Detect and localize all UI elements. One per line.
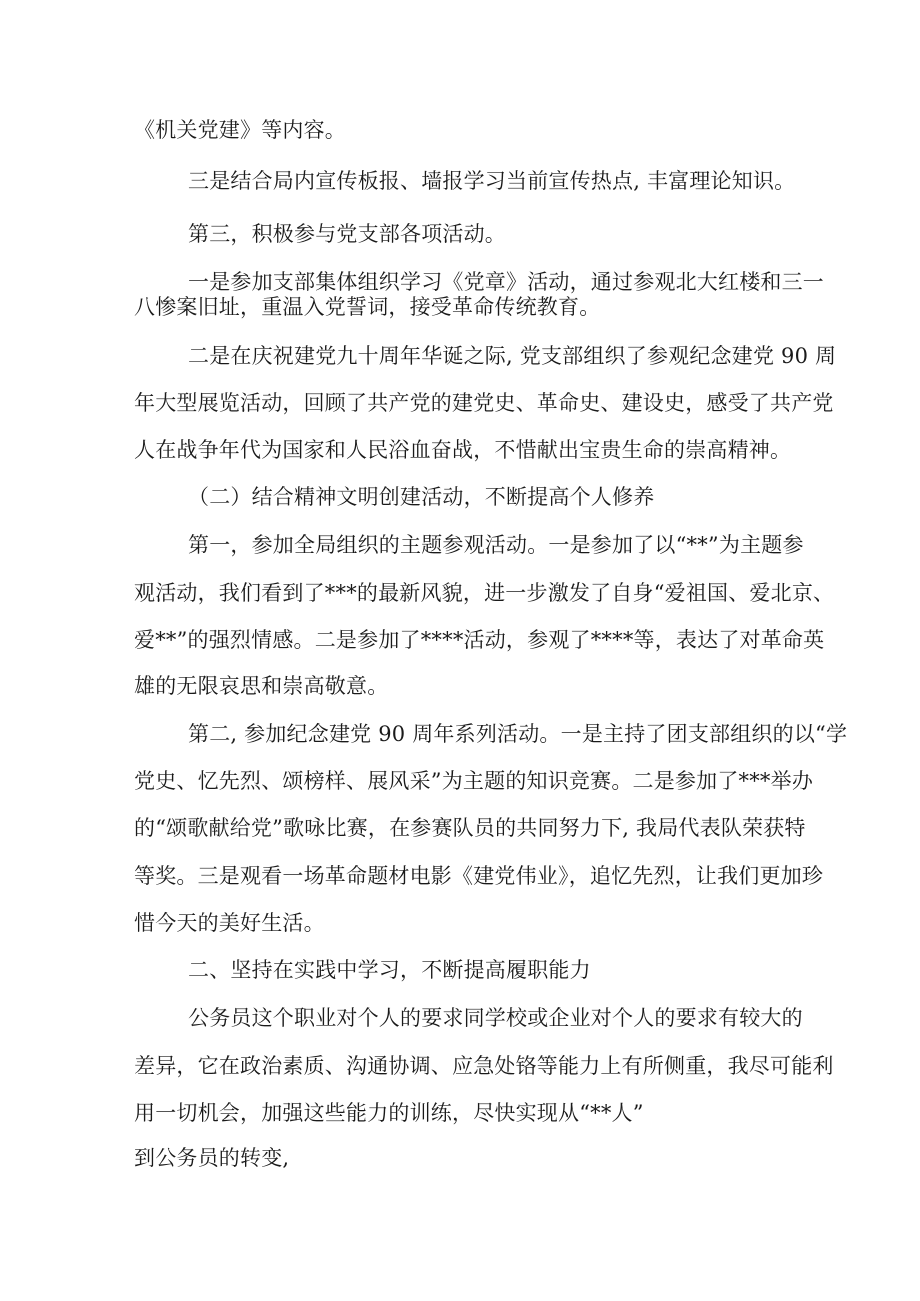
paragraph-line: 公务员这个职业对个人的要求同学校或企业对个人的要求有较大的 — [188, 1006, 803, 1030]
paragraph-line: 一是参加支部集体组织学习《党章》活动，通过参观北大红楼和三一 — [188, 270, 824, 294]
section-heading: 二、坚持在实践中学习，不断提高履职能力 — [188, 958, 591, 982]
paragraph-line: 二是在庆祝建党九十周年华诞之际, 党支部组织了参观纪念建党 90 周 — [188, 344, 837, 368]
paragraph-line: 的“颂歌献给党”歌咏比赛，在参赛队员的共同努力下, 我局代表队荣获特 — [134, 816, 806, 840]
section-heading: 第三，积极参与党支部各项活动。 — [188, 222, 506, 246]
paragraph-line: 年大型展览活动，回顾了共产党的建党史、革命史、建设史，感受了共产党 — [134, 391, 834, 415]
paragraph-line: 差异，它在政治素质、沟通协调、应急处铬等能力上有所侧重，我尽可能利 — [134, 1054, 834, 1078]
paragraph-line: 观活动，我们看到了***的最新风貌，进一步激发了自身“爱祖国、爱北京、 — [134, 581, 835, 605]
paragraph-line: 雄的无限哀思和崇高敬意。 — [134, 674, 389, 698]
paragraph-line: 等奖。三是观看一场革命题材电影《建党伟业》，追忆先烈，让我们更加珍 — [134, 864, 824, 888]
paragraph-line: 第二, 参加纪念建党 90 周年系列活动。一是主持了团支部组织的以“学 — [188, 722, 848, 746]
paragraph-line: 到公务员的转变, — [134, 1146, 290, 1170]
paragraph-line: 《机关党建》等内容。 — [134, 118, 346, 142]
paragraph-line: 党史、忆先烈、颂榜样、展风采”为主题的知识竞赛。二是参加了***举办 — [134, 769, 814, 793]
paragraph-line: 八惨案旧址，重温入党誓词，接受革命传统教育。 — [134, 295, 601, 319]
paragraph-line: 人在战争年代为国家和人民浴血奋战，不惜献出宝贵生命的崇高精神。 — [134, 438, 792, 462]
paragraph-line: 惜今天的美好生活。 — [134, 911, 325, 935]
paragraph-line: 第一，参加全局组织的主题参观活动。一是参加了以“**”为主题参 — [188, 533, 804, 557]
paragraph-line: 三是结合局内宣传板报、墙报学习当前宣传热点, 丰富理论知识。 — [188, 169, 796, 193]
paragraph-line: 用一切机会，加强这些能力的训练，尽快实现从“**人” — [134, 1101, 644, 1125]
section-heading: （二）结合精神文明创建活动，不断提高个人修养 — [188, 485, 655, 509]
paragraph-line: 爱**”的强烈情感。二是参加了****活动，参观了****等，表达了对革命英 — [134, 628, 825, 652]
